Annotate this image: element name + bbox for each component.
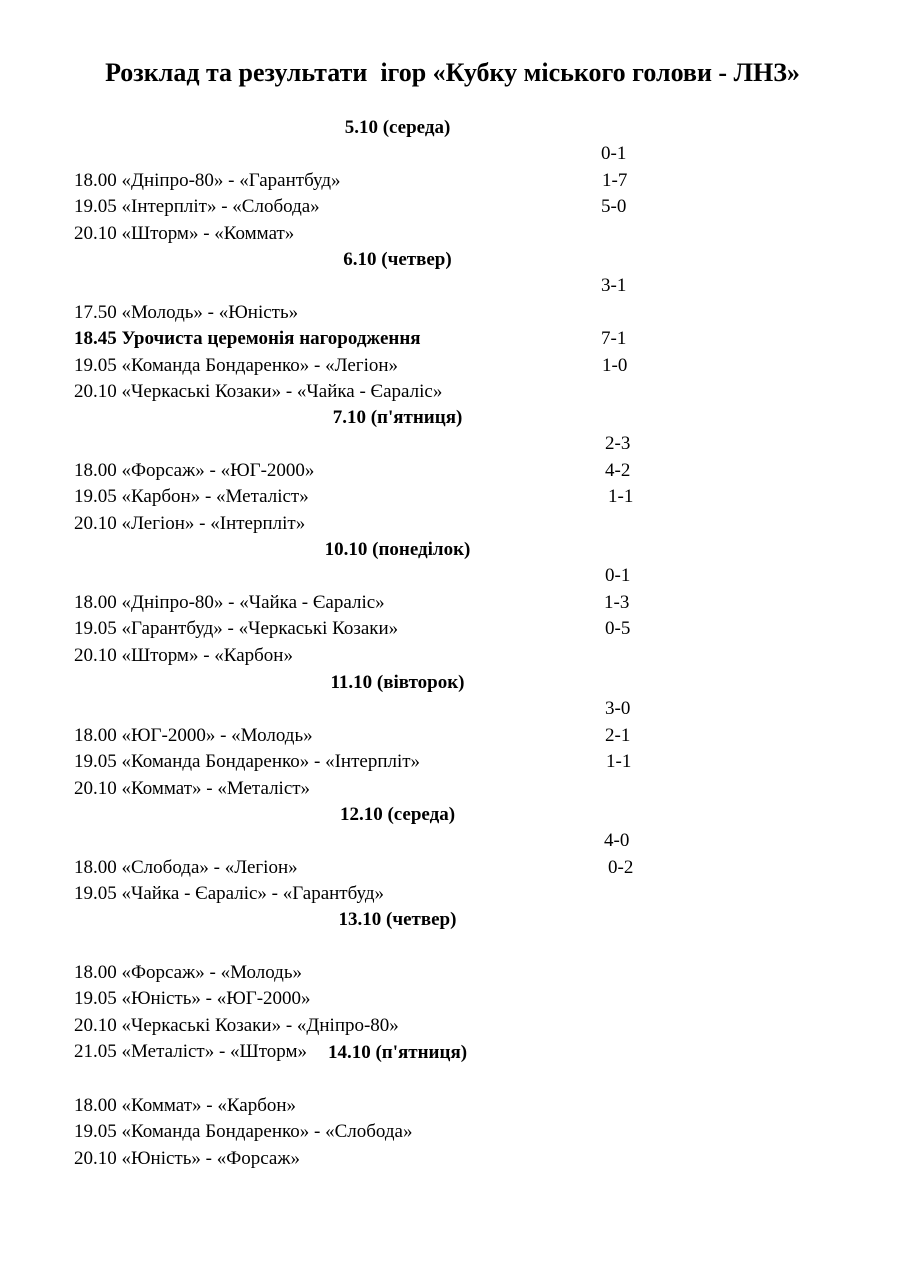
game-score: 0-1 xyxy=(605,565,631,587)
game-text: 20.10 «Юність» - «Форсаж» xyxy=(74,1147,300,1169)
game-row xyxy=(55,273,755,323)
day-header: 14.10 (п'ятниця) xyxy=(327,1042,468,1063)
game-score: 0-2 xyxy=(608,856,634,878)
game-row xyxy=(55,1066,755,1116)
game-score: 4-0 xyxy=(604,830,630,852)
game-row xyxy=(55,749,755,799)
game-score: 3-0 xyxy=(605,698,631,720)
day-header: 10.10 (понеділок) xyxy=(324,539,471,560)
day-block-6-10 xyxy=(55,247,755,402)
day-block-14-10 xyxy=(55,1040,755,1169)
game-row xyxy=(55,933,755,983)
game-text: 18.00 «Дніпро-80» - «Чайка - Єараліс» xyxy=(74,591,385,613)
game-text: 17.50 «Молодь» - «Юність» xyxy=(74,301,299,323)
game-score: 0-5 xyxy=(605,618,631,640)
game-score: 2-1 xyxy=(605,724,631,746)
game-text: 19.05 «Юність» - «ЮГ-2000» xyxy=(74,988,311,1010)
game-text: 20.10 «Шторм» - «Карбон» xyxy=(74,644,293,666)
game-text: 19.05 «Чайка - Єараліс» - «Гарантбуд» xyxy=(74,883,385,905)
game-text: 21.05 «Металіст» - «Шторм» xyxy=(74,1040,307,1062)
game-text: 19.05 «Гарантбуд» - «Черкаські Козаки» xyxy=(74,618,399,640)
day-header: 7.10 (п'ятниця) xyxy=(332,407,463,428)
document-title: Розклад та результати ігор «Кубку міського голови - ЛНЗ» xyxy=(105,58,800,87)
game-text: 18.00 «Форсаж» - «ЮГ-2000» xyxy=(74,459,315,481)
game-text: 19.05 «Команда Бондаренко» - «Інтерпліт» xyxy=(74,751,421,773)
day-block-10-10 xyxy=(55,537,755,666)
game-score: 1-7 xyxy=(602,169,628,191)
day-header: 13.10 (четвер) xyxy=(338,909,457,930)
day-header: 5.10 (середа) xyxy=(344,117,451,138)
game-score: 4-2 xyxy=(605,459,631,481)
game-row xyxy=(55,616,755,666)
ceremony-text: 18.45 Урочиста церемонія нагородження xyxy=(74,328,421,350)
day-block-5-10 xyxy=(55,115,755,244)
day-block-11-10 xyxy=(55,670,755,799)
game-text: 18.00 «Форсаж» - «Молодь» xyxy=(74,961,302,983)
game-text: 18.00 «Слобода» - «Легіон» xyxy=(74,856,298,878)
game-row xyxy=(55,590,755,640)
game-row xyxy=(55,484,755,534)
game-score: 1-1 xyxy=(608,486,634,508)
game-text: 19.05 «Команда Бондаренко» - «Слобода» xyxy=(74,1121,413,1143)
game-text: 19.05 «Карбон» - «Металіст» xyxy=(74,486,309,508)
game-row xyxy=(55,353,755,402)
game-score: 1-3 xyxy=(604,591,630,613)
day-header: 12.10 (середа) xyxy=(339,804,456,825)
game-text: 18.00 «ЮГ-2000» - «Молодь» xyxy=(74,724,313,746)
day-block-7-10 xyxy=(55,405,755,534)
game-text: 18.00 «Коммат» - «Карбон» xyxy=(74,1094,297,1116)
game-score: 7-1 xyxy=(601,328,627,350)
game-text: 19.05 «Інтерпліт» - «Слобода» xyxy=(74,196,320,218)
game-score: 3-1 xyxy=(601,275,627,297)
game-text: 20.10 «Коммат» - «Металіст» xyxy=(74,777,311,799)
game-text: 20.10 «Черкаські Козаки» - «Чайка - Єараліс» xyxy=(74,380,443,402)
game-text: 18.00 «Дніпро-80» - «Гарантбуд» xyxy=(74,169,341,191)
day-header: 11.10 (вівторок) xyxy=(330,672,465,693)
day-block-12-10 xyxy=(55,802,755,905)
game-text: 19.05 «Команда Бондаренко» - «Легіон» xyxy=(74,354,399,376)
game-row xyxy=(55,1119,755,1169)
game-score: 1-1 xyxy=(606,751,632,773)
game-text: 20.10 «Черкаські Козаки» - «Дніпро-80» xyxy=(74,1014,399,1036)
game-row xyxy=(55,194,755,244)
day-header: 6.10 (четвер) xyxy=(343,249,452,270)
game-text: 20.10 «Легіон» - «Інтерпліт» xyxy=(74,512,306,534)
game-row xyxy=(55,1093,755,1143)
game-score: 2-3 xyxy=(605,433,631,455)
game-score: 1-0 xyxy=(602,354,628,376)
game-row xyxy=(55,855,755,905)
game-text: 20.10 «Шторм» - «Коммат» xyxy=(74,222,295,244)
game-row xyxy=(55,960,755,1010)
game-score: 5-0 xyxy=(601,196,627,218)
game-row xyxy=(55,986,755,1036)
game-score: 0-1 xyxy=(601,143,627,165)
